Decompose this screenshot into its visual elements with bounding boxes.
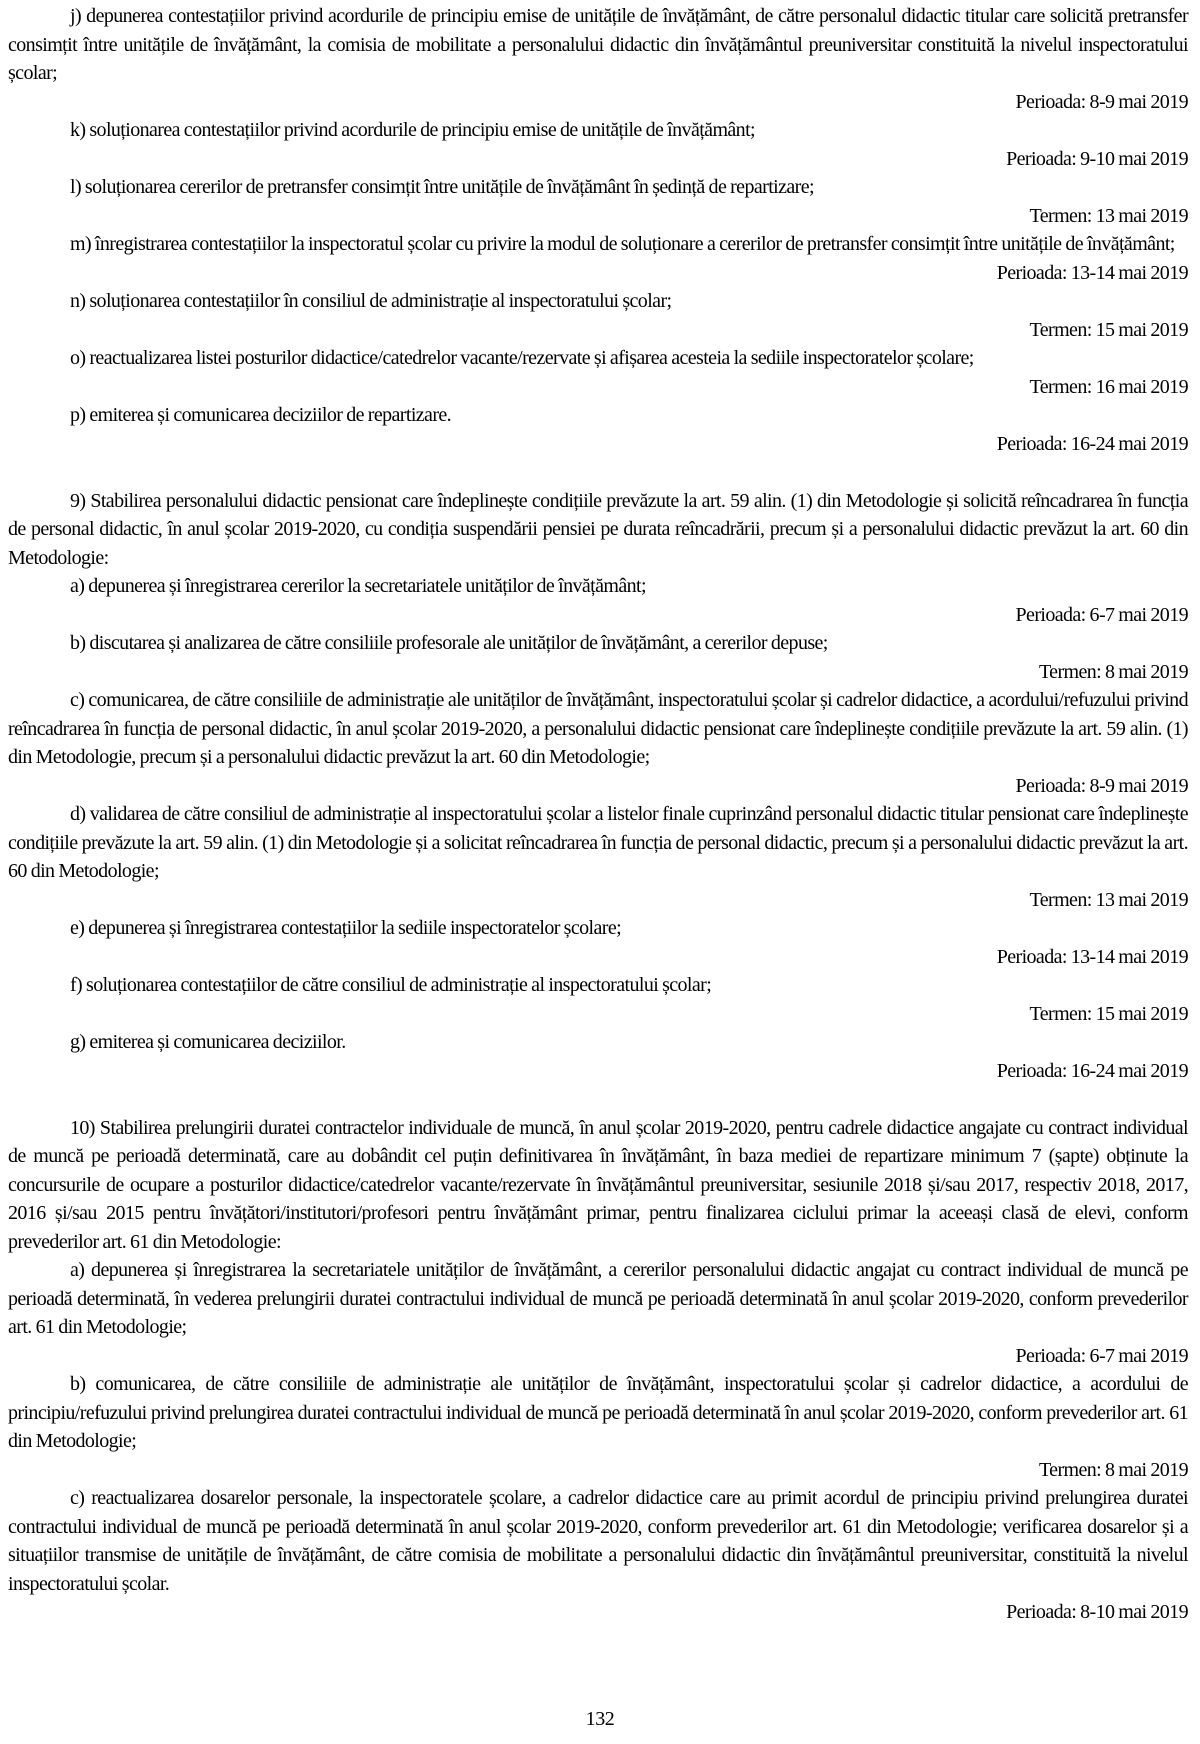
section-spacer xyxy=(8,1085,1188,1114)
section-9-item-d: d) validarea de către consiliul de administrație al inspectoratului școlar a listelor finale cuprinzând personalul didactic titular pensionat care îndeplinește condițiile prevăzute la art. 59 alin. (1) din Metodologie și a solicitat reîncadrarea în funcția de personal didactic, precum și a personalului didactic prevăzut la art. 60 din Metodologie; xyxy=(8,803,1188,882)
section-spacer xyxy=(8,458,1188,487)
deadline-m: Perioada: 13-14 mai 2019 xyxy=(996,261,1188,284)
list-item-m: m) înregistrarea contestațiilor la inspectoratul școlar cu privire la modul de soluționare a cererilor de pretransfer consimțit între unitățile de învățământ; xyxy=(70,233,1175,255)
deadline-k: Perioada: 9-10 mai 2019 xyxy=(1006,147,1188,170)
section-10-item-a: a) depunerea și înregistrarea la secretariatele unităților de învățământ, a cererilor personalului didactic angajat cu contract individual de muncă pe perioadă determinată, în vederea prelungirii duratei contractului individual de muncă pe perioadă determinată în anul școlar 2019-2020, conform prevederilor art. 61 din Metodologie; xyxy=(8,1259,1188,1338)
section-9-deadline-a: Perioada: 6-7 mai 2019 xyxy=(1015,603,1188,626)
section-10-deadline-b: Termen: 8 mai 2019 xyxy=(1038,1458,1188,1481)
section-9-item-f: f) soluționarea contestațiilor de către consiliul de administrație al inspectoratului școlar; xyxy=(70,974,712,996)
section-10-item-b: b) comunicarea, de către consiliile de administrație ale unităților de învățământ, inspectoratului școlar și cadrelor didactice, a acordului de principiu/refuzului privind prelungirea duratei contractului individual de muncă pe perioadă determinată în anul școlar 2019-2020, conform prevederilor art. 61 din Metodologie; xyxy=(8,1373,1188,1452)
section-9-deadline-c: Perioada: 8-9 mai 2019 xyxy=(1015,774,1188,797)
list-item-l: l) soluționarea cererilor de pretransfer consimțit între unitățile de învățământ în ședință de repartizare; xyxy=(70,176,814,198)
section-10-deadline-a: Perioada: 6-7 mai 2019 xyxy=(1015,1344,1188,1367)
list-item-j: j) depunerea contestațiilor privind acordurile de principiu emise de unitățile de învățământ, de către personalul didactic titular care solicită pretransfer consimțit între unitățile de învățământ, la comisia de mobilitate a personalului didactic din învățământul preuniversitar constituită la nivelul inspectoratului școlar; xyxy=(8,5,1188,84)
section-9-deadline-f: Termen: 15 mai 2019 xyxy=(1029,1002,1188,1025)
section-9-deadline-b: Termen: 8 mai 2019 xyxy=(1038,660,1188,683)
deadline-l: Termen: 13 mai 2019 xyxy=(1029,204,1188,227)
deadline-j: Perioada: 8-9 mai 2019 xyxy=(1015,90,1188,113)
section-9-deadline-e: Perioada: 13-14 mai 2019 xyxy=(996,945,1188,968)
section-9 xyxy=(8,487,1188,1086)
section-9-item-c: c) comunicarea, de către consiliile de administrație ale unităților de învățământ, inspectoratului școlar și cadrelor didactice, a acordului/refuzului privind reîncadrarea în funcția de personal didactic, în anul școlar 2019-2020, a personalului didactic pensionat care îndeplinește condițiile prevăzute la art. 59 alin. (1) din Metodologie, precum și a personalului didactic prevăzut la art. 60 din Metodologie; xyxy=(8,689,1188,768)
list-item-p: p) emiterea și comunicarea deciziilor de repartizare. xyxy=(70,404,452,426)
section-9-deadline-g: Perioada: 16-24 mai 2019 xyxy=(996,1059,1188,1082)
section-8-items xyxy=(8,2,1188,458)
section-9-item-b: b) discutarea și analizarea de către consiliile profesorale ale unităților de învățământ, a cererilor depuse; xyxy=(70,632,828,654)
section-9-item-a: a) depunerea și înregistrarea cererilor la secretariatele unităților de învățământ; xyxy=(70,575,646,597)
deadline-n: Termen: 15 mai 2019 xyxy=(1029,318,1188,341)
section-9-item-e: e) depunerea și înregistrarea contestațiilor la sediile inspectoratelor școlare; xyxy=(70,917,622,939)
section-10-item-c: c) reactualizarea dosarelor personale, la inspectoratele școlare, a cadrelor didactice care au primit acordul de principiu privind prelungirea duratei contractului individual de muncă pe perioadă determinată în anul școlar 2019-2020, conform prevederilor art. 61 din Metodologie; verificarea dosarelor și a situațiilor transmise de unitățile de învățământ, de către comisia de mobilitate a personalului didactic din învățământul preuniversitar, constituită la nivelul inspectoratului școlar. xyxy=(8,1487,1188,1595)
section-9-deadline-d: Termen: 13 mai 2019 xyxy=(1029,888,1188,911)
section-10-heading: 10) Stabilirea prelungirii duratei contractelor individuale de muncă, în anul școlar 2019-2020, pentru cadrele didactice angajate cu contract individual de muncă pe perioadă determinată, care au dobândit cel puțin definitivarea în învățământ, în baza mediei de repartizare minimum 7 (șapte) obținute la concursurile de ocupare a posturilor didactice/catedrelor vacante/rezervate în învățământul preuniversitar, sesiunile 2018 și/sau 2017, respectiv 2018, 2017, 2016 și/sau 2015 pentru învățători/institutori/profesori pentru învățământ primar, pentru finalizarea ciclului primar la aceeași clasă de elevi, conform prevederilor art. 61 din Metodologie: xyxy=(8,1116,1188,1253)
section-10-deadline-c: Perioada: 8-10 mai 2019 xyxy=(1006,1601,1188,1623)
section-10 xyxy=(8,1114,1188,1627)
deadline-o: Termen: 16 mai 2019 xyxy=(1029,375,1188,398)
list-item-n: n) soluționarea contestațiilor în consiliul de administrație al inspectoratului școlar; xyxy=(70,290,672,312)
page-number: 132 xyxy=(585,1708,615,1730)
section-9-heading: 9) Stabilirea personalului didactic pensionat care îndeplinește condițiile prevăzute la art. 59 alin. (1) din Metodologie și solicită reîncadrarea în funcția de personal didactic, în anul școlar 2019-2020, cu condiția suspendării pensiei pe durata reîncadrării, precum și a personalului didactic prevăzut la art. 60 din Metodologie: xyxy=(8,489,1188,569)
section-9-item-g: g) emiterea și comunicarea deciziilor. xyxy=(70,1031,346,1053)
list-item-k: k) soluționarea contestațiilor privind acordurile de principiu emise de unitățile de învățământ; xyxy=(70,119,755,141)
list-item-o: o) reactualizarea listei posturilor didactice/catedrelor vacante/rezervate și afișarea acesteia la sediile inspectoratelor școlare; xyxy=(70,347,974,369)
deadline-p: Perioada: 16-24 mai 2019 xyxy=(996,432,1188,455)
document-page xyxy=(8,2,1188,1627)
